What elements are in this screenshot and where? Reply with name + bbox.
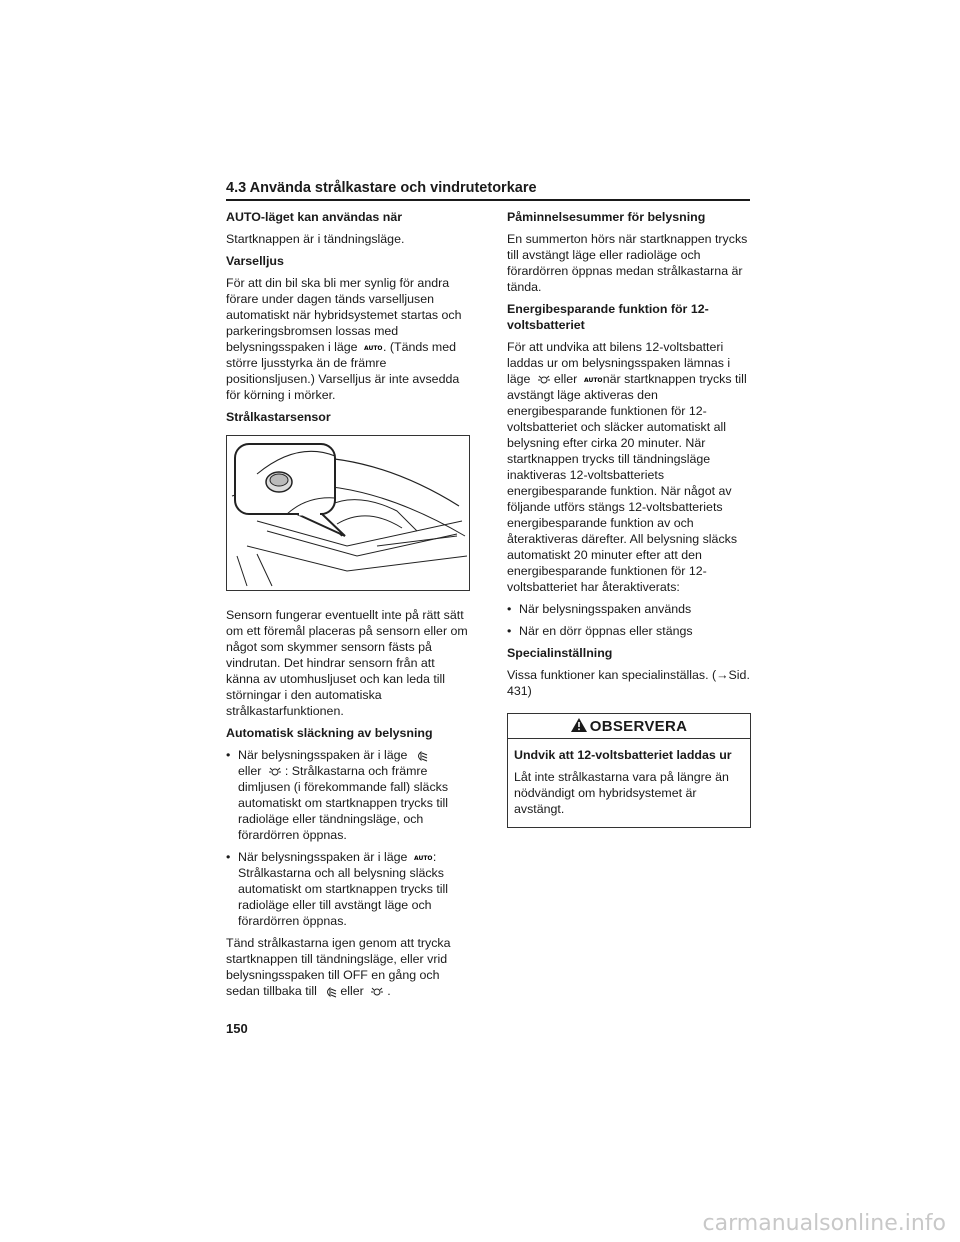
autooff-heading: Automatisk släckning av belysning — [226, 726, 433, 740]
caution-title — [508, 714, 750, 739]
auto-icon — [364, 343, 383, 353]
relight-text-b: eller — [340, 984, 364, 998]
svg-text:AUTO: AUTO — [583, 377, 603, 385]
right-column — [507, 209, 751, 828]
bullet2-text-b: : Strålkastarna och all belysning släcks automatiskt om startknappen trycks till radioläge eller till avstängt läge och förardörren öppnas. — [238, 850, 449, 928]
sensor-text: Sensorn fungerar eventuellt inte på rätt sätt om ett föremål placeras på sensorn eller om något som skymmer sensorn fästs på vindrutan. Det hindrar sensorn från att känna av utomhusljuset och kan leda till störningar i den automatiska strålkastarfunktionen. — [226, 608, 468, 718]
drl-text-a: För att din bil ska bli mer synlig för andra förare under dagen tänds varselljusen automatiskt när hybridsystemet startas och parkeringsbromsen lossas med belysningsspaken i läge — [226, 276, 462, 354]
list-item — [226, 849, 470, 929]
caution-box — [507, 713, 751, 828]
buzzer-heading: Påminnelsesummer för belysning — [507, 210, 706, 224]
relight-paragraph — [226, 935, 470, 999]
tail-light-icon — [370, 987, 384, 997]
drl-paragraph — [226, 275, 470, 403]
sensor-illustration — [226, 435, 470, 591]
bullet1-text-c: : Strålkastarna och främre dimljusen (i förekommande fall) släcks automatiskt om startknappen trycks till radioläge eller tändningsläge, och förardörren öppnas. — [238, 764, 449, 842]
tail-light-icon — [537, 375, 551, 385]
page-number: 150 — [226, 1021, 248, 1036]
tail-light-icon — [268, 767, 282, 777]
section-header — [226, 180, 750, 201]
warning-icon — [571, 718, 587, 732]
header-rule — [226, 199, 750, 201]
caution-text: Låt inte strålkastarna vara på längre än nödvändigt om hybridsystemet är avstängt. — [514, 770, 729, 816]
bullet1-text-b: eller — [238, 764, 262, 778]
watermark: carmanualsonline.info — [702, 1211, 946, 1236]
list-item — [507, 623, 751, 639]
special-heading: Specialinställning — [507, 646, 613, 660]
energy-text-c: när startknappen trycks till avstängt läge aktiveras den energibesparande funktionen för 12-voltsbatteriet och släcker automatiskt all belysning efter cirka 20 minuter. När startknappen trycks till tändningsläge inaktiveras 12-voltsbatteriets energibesparande funktion. När något av följande utförs stängs 12-voltsbatteriets energibesparande funktion av och återaktiveras därefter. All belysning släcks automatiskt 20 minuter efter att den energibesparande funktionen för 12-voltsbatteriet har återaktiverats: — [507, 372, 747, 594]
section-title: 4.3 Använda strålkastare och vindrutetorkare — [226, 180, 537, 196]
bullet-text: När en dörr öppnas eller stängs — [519, 624, 693, 638]
auto-icon — [413, 853, 433, 863]
energy-heading: Energibesparande funktion för 12-voltsbatteriet — [507, 302, 709, 332]
caution-title-text: OBSERVERA — [589, 718, 688, 735]
energy-text-b: eller — [553, 372, 578, 386]
left-column — [226, 209, 470, 1005]
windshield-sensor-drawing — [227, 436, 469, 590]
auto-icon — [583, 375, 603, 385]
list-item — [507, 601, 751, 617]
drl-heading: Varselljus — [226, 254, 284, 268]
svg-text:AUTO: AUTO — [364, 345, 383, 353]
bullet1-text-a: När belysningsspaken är i läge — [238, 748, 408, 762]
relight-text-a: Tänd strålkastarna igen genom att trycka startknappen till tändningsläge, eller vrid belysningsspaken till OFF en gång och sedan tillbaka till — [226, 936, 451, 998]
caution-heading: Undvik att 12-voltsbatteriet laddas ur — [514, 748, 732, 762]
relight-text-c: . — [387, 984, 391, 998]
bullet-dot: • — [507, 624, 512, 638]
svg-text:AUTO: AUTO — [413, 855, 433, 863]
drl-text-b: . (Tänds med större ljusstyrka än de främre positionsljusen.) Varselljus är inte avsedda för körning i mörker. — [226, 340, 460, 402]
bullet2-text-a: När belysningsspaken är i läge — [238, 850, 408, 864]
special-text[interactable]: Vissa funktioner kan specialinställas. (→Sid. 431) — [507, 668, 750, 698]
caution-body — [508, 739, 750, 827]
bullet-dot: • — [226, 748, 231, 762]
headlight-low-beam-icon — [323, 987, 337, 997]
auto-heading: AUTO-läget kan användas när — [226, 210, 403, 224]
headlight-low-beam-icon — [414, 751, 428, 761]
energy-text-a: För att undvika att bilens 12-voltsbatteri laddas ur om belysningsspaken lämnas i läge — [507, 340, 731, 386]
bullet-dot: • — [507, 602, 512, 616]
bullet-dot: • — [226, 850, 231, 864]
auto-text: Startknappen är i tändningsläge. — [226, 232, 405, 246]
bullet-text: När belysningsspaken används — [519, 602, 692, 616]
energy-paragraph — [507, 339, 751, 595]
list-item — [226, 747, 470, 843]
sensor-heading: Strålkastarsensor — [226, 410, 331, 424]
buzzer-text: En summerton hörs när startknappen trycks till avstängt läge eller radioläge och förardörren öppnas medan strålkastarna är tända. — [507, 232, 748, 294]
